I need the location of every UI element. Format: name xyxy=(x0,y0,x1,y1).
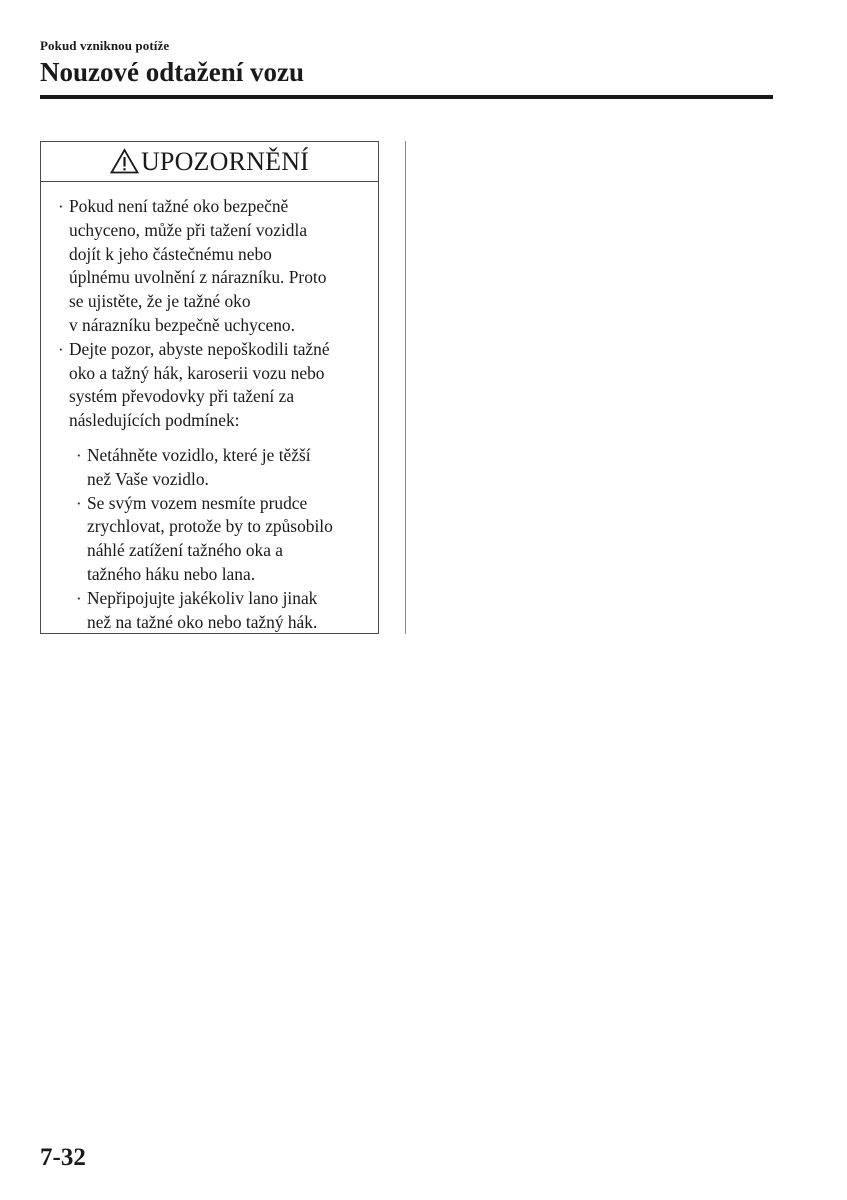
warning-item xyxy=(41,195,376,338)
warning-line: Se svým vozem nesmíte prudce xyxy=(87,492,308,513)
bullet: · xyxy=(58,339,64,359)
warning-item xyxy=(41,338,376,433)
warning-line: Dejte pozor, abyste nepoškodili tažné xyxy=(69,338,330,359)
warning-line: následujících podmínek: xyxy=(69,410,240,431)
warning-line: Nepřipojujte jakékoliv lano jinak xyxy=(87,587,318,608)
bullet: · xyxy=(76,445,82,465)
warning-line: oko a tažný hák, karoserii vozu nebo xyxy=(69,362,325,383)
page-title: Nouzové odtažení vozu xyxy=(40,57,304,87)
bullet: · xyxy=(76,493,82,513)
warning-line: se ujistěte, že je tažné oko xyxy=(69,291,251,312)
warning-triangle-icon xyxy=(110,148,139,174)
bullet: · xyxy=(76,588,82,608)
warning-line: náhlé zatížení tažného oka a xyxy=(87,540,284,561)
warning-subitem xyxy=(41,444,376,492)
warning-line: tažného háku nebo lana. xyxy=(87,563,256,584)
warning-line: uchyceno, může při tažení vozidla xyxy=(69,219,308,240)
warning-body xyxy=(41,182,378,634)
warning-line: úplnému uvolnění z nárazníku. Proto xyxy=(69,267,327,288)
warning-line: systém převodovky při tažení za xyxy=(69,386,295,407)
warning-line: zrychlovat, protože by to způsobilo xyxy=(87,516,333,537)
title-rule xyxy=(40,95,773,99)
warning-subitem xyxy=(41,492,376,587)
warning-subitem xyxy=(41,587,376,635)
warning-sublist xyxy=(41,444,378,634)
warning-line: než na tažné oko nebo tažný hák. xyxy=(87,611,318,632)
warning-title: UPOZORNĚNÍ xyxy=(140,146,310,176)
warning-box xyxy=(40,141,379,634)
warning-line: než Vaše vozidlo. xyxy=(87,468,209,489)
warning-header xyxy=(41,142,378,182)
warning-line: Pokud není tažné oko bezpečně xyxy=(69,196,289,216)
column-divider xyxy=(405,141,406,634)
warning-line: dojít k jeho částečnému nebo xyxy=(69,243,272,264)
section-label: Pokud vzniknou potíže xyxy=(40,38,170,53)
page-number: 7-32 xyxy=(40,1144,86,1171)
bullet: · xyxy=(58,197,64,216)
warning-line: Netáhněte vozidlo, které je těžší xyxy=(87,444,311,465)
warning-line: v nárazníku bezpečně uchyceno. xyxy=(69,314,295,335)
